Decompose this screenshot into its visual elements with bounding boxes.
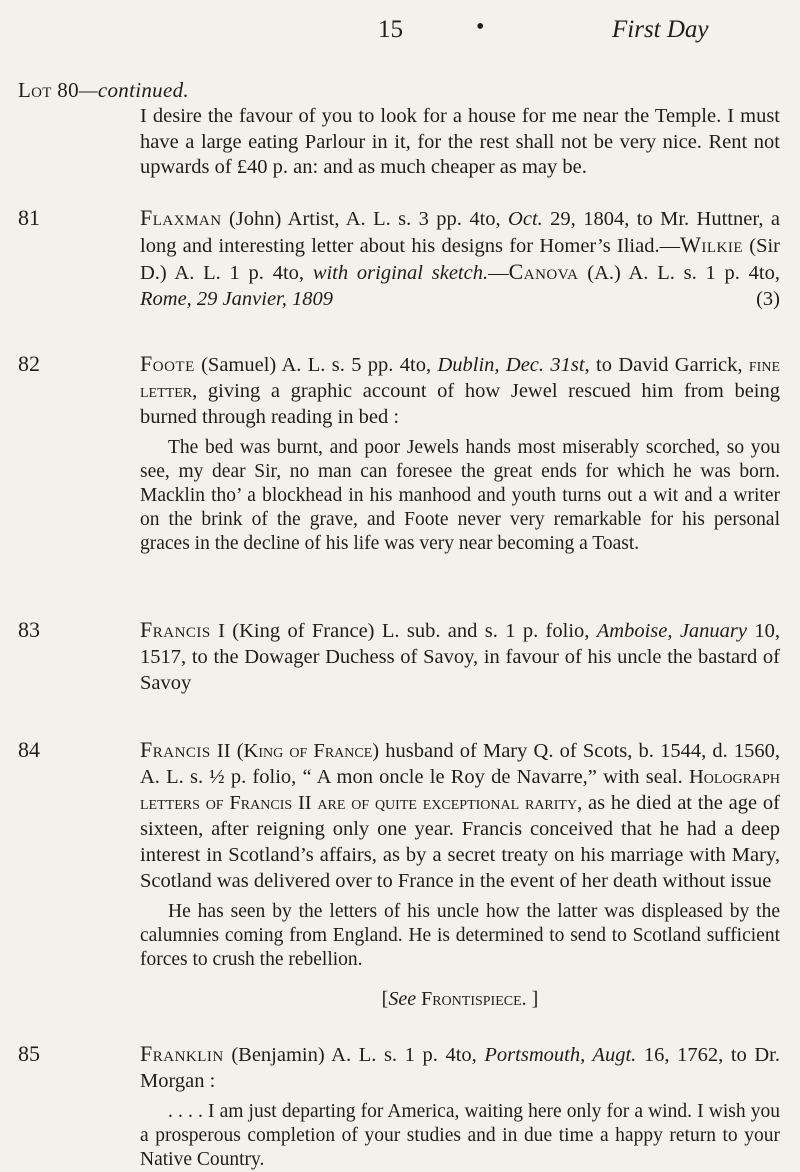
lot-date: Rome, 29 Janvier, 1809 [140, 288, 333, 310]
lot-number: 85 [18, 1041, 40, 1066]
lot-number: 83 [18, 617, 40, 642]
lot-continued-text [140, 104, 780, 181]
lot-text: II ( [210, 740, 244, 762]
lot-text: 16, 1762, to Dr. Morgan : [140, 1044, 780, 1092]
lot-text: (Sir D.) A. L. 1 p. 4to, [140, 235, 781, 284]
lot-date: Oct. [508, 208, 543, 230]
lot-number: 82 [18, 351, 40, 376]
bracket: [ [381, 988, 389, 1010]
frontispiece-label: Frontispiece. [421, 988, 527, 1010]
lot-label: Lot [18, 78, 52, 102]
lot-highlight: fine letter, [140, 354, 781, 402]
lot-date: Portsmouth, Augt. [484, 1044, 637, 1066]
lot-note: with original sketch. [312, 262, 489, 284]
lot-date: Amboise, January [596, 620, 748, 642]
lot-text: ) husband of Mary Q. of Scots, b. 1544, d. 1560, A. L. s. ½ p. folio, “ A mon oncle le Roy de Navarre,” with seal. [140, 740, 781, 788]
lot-description [140, 351, 780, 556]
lot-number: 84 [18, 737, 40, 762]
lot-title: King of France [243, 740, 373, 762]
lot-author: Foote [140, 351, 195, 376]
lot-text: — [488, 262, 509, 284]
lot-number: 80 [57, 78, 79, 102]
page-number: 15 [378, 16, 403, 43]
lot-text: 10, 1517, to the Dowager Duchess of Savoy, in favour of his uncle the bastard of Savoy [140, 620, 780, 694]
lot-description [140, 205, 780, 312]
lot-text: (John) Artist, A. L. s. 3 pp. 4to, [221, 208, 509, 230]
bracket: ] [531, 988, 539, 1010]
lot-author: Canova [508, 259, 579, 284]
lot-text: as he died at the age of sixteen, after reigning only one year. Francis conceived that he had a deep interest in Scotland’s affairs, as by a secret treaty on his marriage with Mary, Scotland was delivered over to France in the event of her death without issue [140, 792, 780, 892]
frontispiece-reference [140, 986, 780, 1012]
lot-quotation: He has seen by the letters of his uncle how the latter was displeased by the calumnies coming from England. He is determined to send to Scotland sufficient forces to crush the rebellion. [140, 901, 780, 970]
lot-text: 29, 1804, to Mr. Huttner, a long and interesting letter about his designs for Homer’s Iliad.— [140, 208, 780, 257]
lot-text: I (King of France) L. sub. and s. 1 p. folio, [210, 620, 597, 642]
lot-text: (Benjamin) A. L. s. 1 p. 4to, [223, 1044, 485, 1066]
lot-author: Franklin [140, 1041, 224, 1066]
lot-quotation: The bed was burnt, and poor Jewels hands most miserably scorched, so you see, my dear Sir, no man can foresee the great ends for which he was born. Macklin tho’ a blockhead in his manhood and youth turns out a wit and a writer on the brink of the grave, and Foote never very remarkable for his personal graces in the decline of his life was very near becoming a Toast. [140, 437, 780, 554]
lot-author: Flaxman [140, 205, 222, 230]
lot-author: Francis [140, 737, 211, 762]
lot-quotation: . . . . I am just departing for America, waiting here only for a wind. I wish you a prosperous completion of your studies and in due time a happy return to your Native Country. [140, 1101, 780, 1170]
running-head: First Day [612, 16, 709, 43]
lot-continued-heading [18, 78, 189, 103]
lot-date: Dublin, Dec. 31st, [437, 354, 590, 376]
lot-description [140, 737, 780, 1012]
continued-label: —continued. [78, 78, 189, 102]
header-ornament: • [476, 14, 485, 40]
lot-highlight: Holograph letters of Francis II are of quite exceptional rarity, [140, 766, 780, 814]
lot-author: Francis [140, 617, 211, 642]
see-label: See [388, 988, 417, 1010]
lot-description [140, 1041, 780, 1172]
lot-text: to David Garrick, [589, 354, 749, 376]
lot-item-count: (3) [756, 288, 780, 310]
lot-continued-paragraph: I desire the favour of you to look for a house for me near the Temple. I must have a large eating Parlour in it, for the rest shall not be very nice. Rent not upwards of £40 p. an: and as much cheaper as may be. [140, 105, 780, 178]
lot-text: (A.) A. L. s. 1 p. 4to, [578, 262, 781, 284]
lot-text: giving a graphic account of how Jewel rescued him from being burned through reading in bed : [140, 380, 780, 428]
lot-text: (Samuel) A. L. s. 5 pp. 4to, [194, 354, 438, 376]
page-header [0, 10, 800, 46]
lot-author: Wilkie [680, 232, 744, 257]
lot-description [140, 617, 780, 696]
lot-number: 81 [18, 205, 40, 230]
